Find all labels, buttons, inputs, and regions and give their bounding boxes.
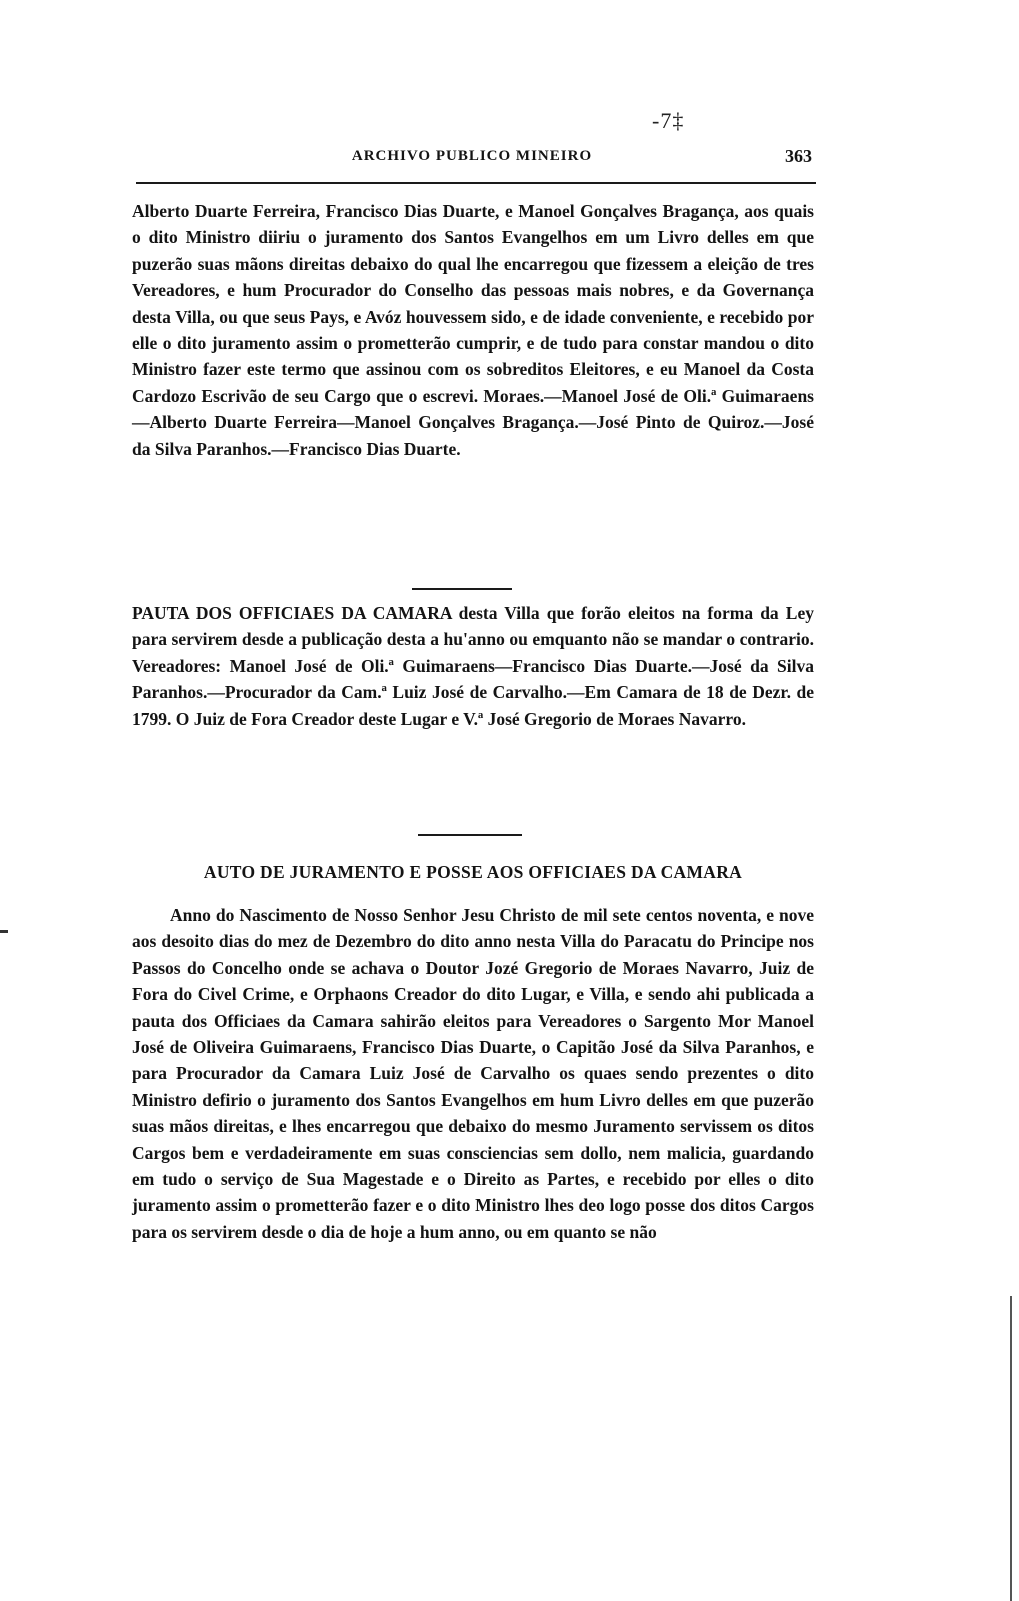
section-divider [418, 834, 522, 836]
section-divider [412, 588, 512, 590]
margin-mark [0, 930, 8, 933]
header-rule [136, 182, 816, 184]
paragraph: Alberto Duarte Ferreira, Francisco Dias Duarte, e Manoel Gonçalves Bragança, aos quais o dito Ministro diiriu o juramento dos Santos Evangelhos em um Livro delles em que puzerão suas mãons direitas debaixo do qual lhe encarregou que fizessem a eleição de tres Vereadores, e hum Procurador do Conselho das pessoas mais nobres, e da Governança desta Villa, ou que seus Pays, e Avóz houvessem sido, e de idade conveniente, e recebido por elle o dito juramento assim o prometterão cumprir, e de tudo para constar mandou o dito Ministro fazer este termo que assinou com os sobreditos Eleitores, e eu Manoel da Costa Cardozo Escrivão de seu Cargo que o escrevi. Moraes.—Manoel José de Oli.ª Guimaraens—Alberto Duarte Ferreira—Manoel Gonçalves Bragança.—José Pinto de Quiroz.—José da Silva Paranhos.—Francisco Dias Duarte. [132, 201, 814, 459]
scan-edge-line [1010, 1296, 1012, 1601]
page-header [132, 148, 812, 174]
paragraph: PAUTA DOS OFFICIAES DA CAMARA desta Villa que forão eleitos na forma da Ley para servirem desde a publicação desta a hu'anno ou emquanto não se mandar o contrario. Vereadores: Manoel José de Oli.ª Guimaraens—Francisco Dias Duarte.—José da Silva Paranhos.—Procurador da Cam.ª Luiz José de Carvalho.—Em Camara de 18 de Dezr. de 1799. O Juiz de Fora Creador deste Lugar e V.ª José Gregorio de Moraes Navarro. [132, 603, 814, 729]
page-number: 363 [785, 146, 812, 166]
running-title: ARCHIVO PUBLICO MINEIRO [351, 148, 593, 164]
section-continuation-text [132, 198, 814, 462]
pauta-section [132, 600, 814, 732]
section-heading: AUTO DE JURAMENTO E POSSE AOS OFFICIAES DA CAMARA [203, 862, 743, 882]
auto-juramento-section [132, 902, 814, 1245]
paragraph: Anno do Nascimento de Nosso Senhor Jesu Christo de mil sete centos noventa, e nove aos desoito dias do mez de Dezembro do dito anno nesta Villa do Paracatu do Principe nos Passos do Concelho onde se achava o Doutor Jozé Gregorio de Moraes Navarro, Juiz de Fora do Civel Crime, e Orphaons Creador do dito Lugar, e Villa, e sendo ahi publicada a pauta dos Officiaes da Camara sahirão eleitos para Vereadores o Sargento Mor Manoel José de Oliveira Guimaraens, Francisco Dias Duarte, o Capitão José da Silva Paranhos, e para Procurador da Camara Luiz José de Carvalho os quaes sendo prezentes o dito Ministro defirio o juramento dos Santos Evangelhos em hum Livro delles em que puzerão suas mãos direitas, e lhes encarregou que debaixo do mesmo Juramento servissem os ditos Cargos bem e verdadeiramente em suas consciencias sem dollo, nem malicia, guardando em tudo o serviço de Sua Magestade e o Direito as Partes, e recebido por elles o dito juramento assim o prometterão fazer e o dito Ministro lhes deo logo posse dos ditos Cargos para os servirem desde o dia de hoje a hum anno, ou em quanto se não [132, 905, 814, 1242]
handwritten-marks: -7‡ [652, 108, 685, 133]
